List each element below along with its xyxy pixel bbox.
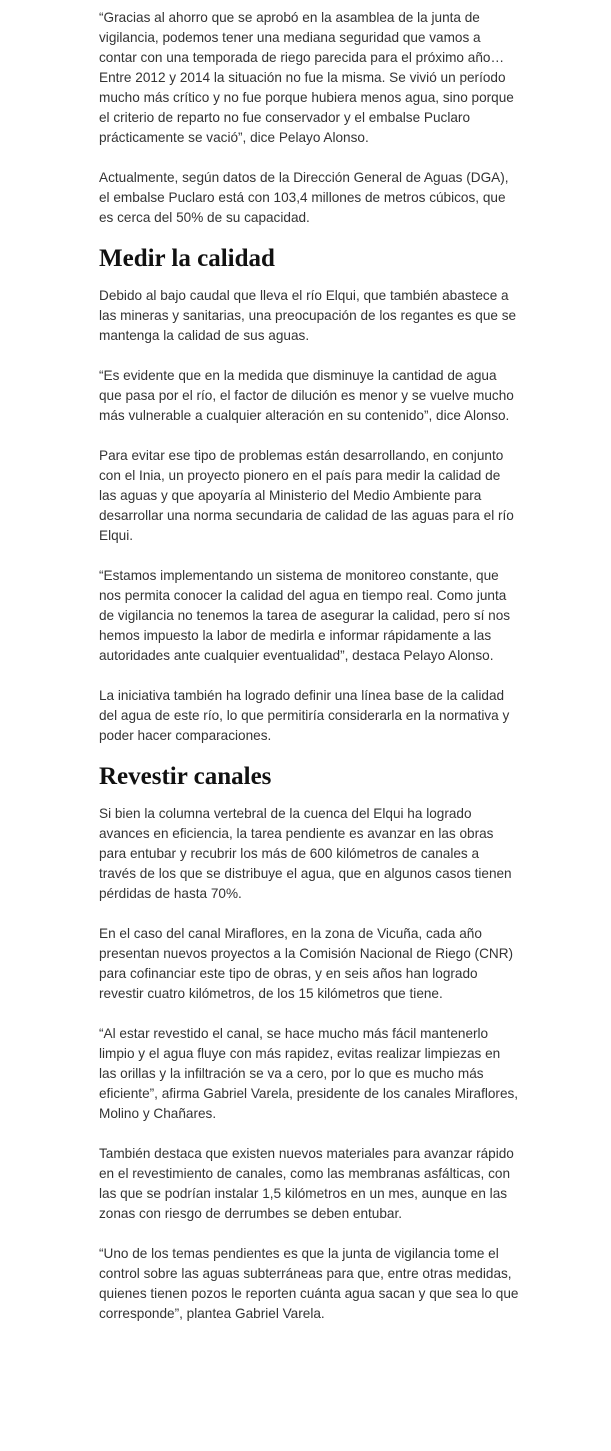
paragraph: También destaca que existen nuevos materiales para avanzar rápido en el revestimiento de canales, como las membranas asfálticas, con las que se podrían instalar 1,5 kilómetros en un mes, aunque en las zonas con riesgo de derrumbes se deben entubar.: [99, 1146, 514, 1221]
paragraph: Para evitar ese tipo de problemas están desarrollando, en conjunto con el Inia, un proyecto pionero en el país para medir la calidad de las aguas y que apoyaría al Ministerio del Medio Ambiente para desarrollar una norma secundaria de calidad de las aguas para el río Elqui.: [99, 448, 514, 543]
paragraph: “Estamos implementando un sistema de monitoreo constante, que nos permita conocer la calidad del agua en tiempo real. Como junta de vigilancia no tenemos la tarea de asegurar la calidad, pero sí nos hemos impuesto la labor de medirla e informar rápidamente a las autoridades ante cualquier eventualidad”, destaca Pelayo Alonso.: [99, 568, 511, 663]
paragraph: Si bien la columna vertebral de la cuenca del Elqui ha logrado avances en eficiencia, la tarea pendiente es avanzar en las obras para entubar y recubrir los más de 600 kilómetros de canales a través de los que se distribuye el agua, que en algunos casos tienen pérdidas de hasta 70%.: [99, 806, 512, 901]
article-body: [99, 8, 519, 1344]
paragraph: La iniciativa también ha logrado definir una línea base de la calidad del agua de este río, lo que permitiría considerarla en la normativa y poder hacer comparaciones.: [99, 688, 510, 743]
paragraph: Debido al bajo caudal que lleva el río Elqui, que también abastece a las mineras y sanitarias, una preocupación de los regantes es que se mantenga la calidad de sus aguas.: [99, 288, 517, 343]
paragraph: “Uno de los temas pendientes es que la junta de vigilancia tome el control sobre las aguas subterráneas para que, entre otras medidas, quienes tienen pozos le reporten cuánta agua sacan y que sea lo que corresponde”, plantea Gabriel Varela.: [99, 1246, 519, 1321]
paragraph: “Al estar revestido el canal, se hace mucho más fácil mantenerlo limpio y el agua fluye con más rapidez, evitas realizar limpiezas en las orillas y la infiltración se va a cero, por lo que es mucho más eficiente”, afirma Gabriel Varela, presidente de los canales Miraflores, Molino y Chañares.: [99, 1026, 519, 1121]
section-heading: Revestir canales: [99, 763, 272, 790]
section-heading: Medir la calidad: [99, 245, 275, 272]
paragraph: En el caso del canal Miraflores, en la zona de Vicuña, cada año presentan nuevos proyectos a la Comisión Nacional de Riego (CNR) para cofinanciar este tipo de obras, y en seis años han logrado revestir cuatro kilómetros, de los 15 kilómetros que tiene.: [99, 926, 514, 1001]
paragraph: “Es evidente que en la medida que disminuye la cantidad de agua que pasa por el río, el factor de dilución es menor y se vuelve mucho más vulnerable a cualquier alteración en su contenido”, dice Alonso.: [99, 368, 514, 423]
paragraph: “Gracias al ahorro que se aprobó en la asamblea de la junta de vigilancia, podemos tener una mediana seguridad que vamos a contar con una temporada de riego parecida para el próximo año… Entre 2012 y 2014 la situación no fue la misma. Se vivió un período mucho más crítico y no fue porque hubiera menos agua, sino porque el criterio de reparto no fue conservador y el embalse Puclaro prácticamente se vació”, dice Pelayo Alonso.: [99, 10, 514, 145]
paragraph: Actualmente, según datos de la Dirección General de Aguas (DGA), el embalse Puclaro está con 103,4 millones de metros cúbicos, que es cerca del 50% de su capacidad.: [99, 170, 509, 225]
